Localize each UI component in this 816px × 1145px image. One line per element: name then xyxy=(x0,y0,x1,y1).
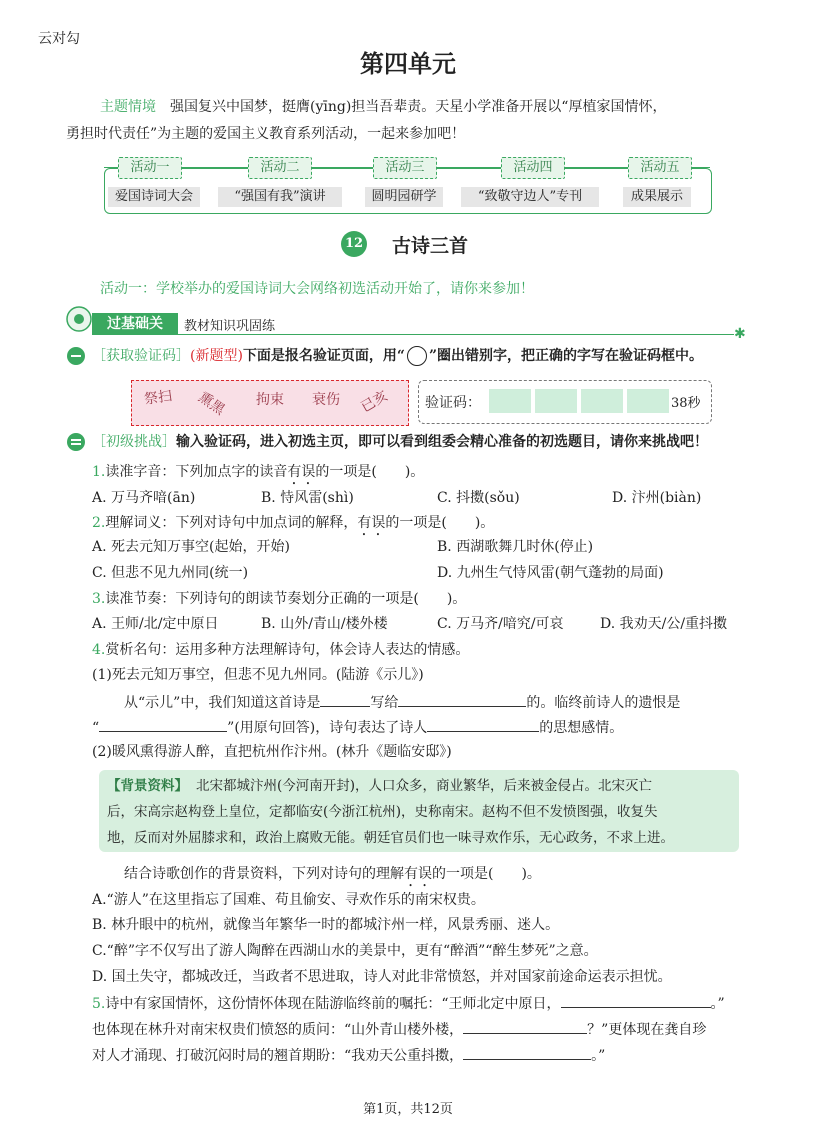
code-input-1[interactable] xyxy=(489,389,531,413)
task1-new-tag: (新题型) xyxy=(190,348,243,364)
code-input-4[interactable] xyxy=(627,389,669,413)
activity-tag-3: 活动三 xyxy=(373,157,437,179)
q2-option-d: D. 九州生气恃风雷(朝气蓬勃的局面) xyxy=(437,565,664,581)
bg-text-1: 北宋都城汴州(今河南开封)，人口众多，商业繁华，后来被金侵占。北宋灭亡 xyxy=(196,778,653,794)
q4-part2-heading: (2)暖风熏得游人醉，直把杭州作汴州。(林升《题临安邸》) xyxy=(92,744,452,760)
q1-stem-dot: 有误 xyxy=(287,464,316,480)
q4-option-a: A.“游人”在这里指忘了国难、苟且偷安、寻欢作乐的南宋权贵。 xyxy=(92,892,485,908)
q5-line-1 xyxy=(92,993,725,1014)
minus-circle-icon xyxy=(66,346,86,366)
theme-label: 主题情境 xyxy=(100,99,156,115)
lesson-title: 古诗三首 xyxy=(392,235,469,257)
q5-line-2 xyxy=(92,1019,706,1040)
circle-symbol-icon xyxy=(407,346,427,366)
q4-p2-stem-b: 的一项是( )。 xyxy=(432,866,541,882)
q4-part1-line2 xyxy=(92,717,623,738)
q4-option-b: B. 林升眼中的杭州，就像当年繁华一时的都城汴州一样，风景秀丽、迷人。 xyxy=(92,917,560,933)
q2-stem-b: 的一项是( )。 xyxy=(385,515,495,531)
q1-num: 1. xyxy=(92,464,106,480)
captcha-word-1: 祭扫 xyxy=(143,388,174,408)
code-label: 验证码： xyxy=(425,395,481,411)
q5-l1-b: 。” xyxy=(710,996,725,1012)
q4-p2-stem-a: 结合诗歌创作的背景资料，下列对诗句的理解 xyxy=(124,866,404,882)
q4-p1-l2-c: 的思想感情。 xyxy=(539,720,624,736)
captcha-word-2: 熏黑 xyxy=(195,389,228,419)
captcha-word-3: 拘束 xyxy=(256,392,284,408)
code-input-3[interactable] xyxy=(581,389,623,413)
theme-text-1: 强国复兴中国梦，挺膺(yīng)担当吾辈责。天星小学准备开展以“厚植家国情怀， xyxy=(170,99,667,115)
page-number: 第1页，共12页 xyxy=(363,1102,453,1117)
activity-tag-1: 活动一 xyxy=(118,157,182,179)
bg-line-3: 地，反而对外屈膝求和，政治上腐败无能。朝廷官员们也一味寻欢作乐，无心政务，不求上进。 xyxy=(107,830,674,846)
q2-stem-a: 理解词义：下列对诗句中加点词的解释， xyxy=(105,515,358,531)
q1-stem-b: 的一项是( )。 xyxy=(315,464,425,480)
activity-tag-5: 活动五 xyxy=(628,157,692,179)
q1-option-b: B. 恃风雷(shì) xyxy=(261,490,354,506)
blank-q5-3[interactable] xyxy=(463,1045,591,1060)
theme-line-2: 勇担时代责任”为主题的爱国主义教育系列活动，一起来参加吧！ xyxy=(66,126,466,142)
task2-line xyxy=(92,432,708,452)
q4-p1-l1-c: 的。临终前诗人的遗恨是 xyxy=(526,695,681,711)
bg-label: 【背景资料】 xyxy=(107,778,188,794)
blank-regret[interactable] xyxy=(99,717,227,732)
q4-p1-l1-a: 从“示儿”中，我们知道这首诗是 xyxy=(124,695,321,711)
task1-line xyxy=(92,346,703,366)
captcha-word-4: 衰伤 xyxy=(312,392,340,408)
equals-circle-icon xyxy=(66,432,86,452)
q2-stem xyxy=(92,513,494,539)
bg-line-2: 后，宋高宗赵构登上皇位，定都临安(今浙江杭州)，史称南宋。赵构不但不发愤图强，收复失 xyxy=(107,804,658,820)
activity1-intro: 活动一：学校举办的爱国诗词大会网络初选活动开始了，请你来参加！ xyxy=(100,281,534,297)
captcha-image xyxy=(131,380,409,426)
q4-p1-l2-a: “ xyxy=(92,720,100,736)
q4-p1-l2-b: ”(用原句回答)，诗句表达了诗人 xyxy=(227,720,428,736)
blank-q5-1[interactable] xyxy=(561,993,711,1008)
q4-part1-line1 xyxy=(124,692,680,713)
q3-option-d: D. 我劝天/公/重抖擞 xyxy=(600,616,728,632)
background-box xyxy=(99,770,739,852)
captcha-word-5: 已亥 xyxy=(358,387,391,416)
blank-recipient[interactable] xyxy=(320,692,370,707)
task1-tag: ［获取验证码］ xyxy=(92,348,190,364)
q2-option-b: B. 西湖歌舞几时休(停止) xyxy=(437,539,594,555)
q3-option-a: A. 王师/北/定中原日 xyxy=(92,616,219,632)
blank-addressee[interactable] xyxy=(398,692,526,707)
q3-option-b: B. 山外/青山/楼外楼 xyxy=(261,616,388,632)
activity-name-1: 爱国诗词大会 xyxy=(108,187,200,207)
q4-part1-heading: (1)死去元知万事空，但悲不见九州同。(陆游《示儿》) xyxy=(92,667,424,683)
activity-name-3: 圆明园研学 xyxy=(365,187,443,207)
q1-option-d: D. 汴州(biàn) xyxy=(612,490,702,506)
q4-p1-l1-b: 写给 xyxy=(370,695,399,711)
lesson-number-badge: 12 xyxy=(341,231,367,257)
blank-q5-2[interactable] xyxy=(463,1019,587,1034)
section-banner-sub: 教材知识巩固练 xyxy=(184,319,276,334)
section-banner-label: 过基础关 xyxy=(92,313,178,335)
q4-part2-stem xyxy=(124,864,541,890)
code-input-2[interactable] xyxy=(535,389,577,413)
countdown-timer: 38秒 xyxy=(671,396,701,411)
q2-option-c: C. 但悲不见九州同(统一) xyxy=(92,565,249,581)
q4-p2-stem-dot: 有误 xyxy=(404,866,432,882)
activity-name-2: “强国有我”演讲 xyxy=(218,187,342,207)
theme-line-1 xyxy=(100,97,666,117)
activity-name-4: “致敬守边人”专刊 xyxy=(461,187,599,207)
q5-l2-a: 也体现在林升对南宋权贵们愤怒的质问：“山外青山楼外楼， xyxy=(92,1022,464,1038)
q4-option-c: C.“醉”字不仅写出了游人陶醉在西湖山水的美景中，更有“醉酒”“醉生梦死”之意。 xyxy=(92,943,598,959)
q2-num: 2. xyxy=(92,515,106,531)
verification-panel xyxy=(418,380,712,424)
q5-l3-a: 对人才涌现、打破沉闷时局的翘首期盼：“我劝天公重抖擞， xyxy=(92,1048,464,1064)
q1-stem-a: 读准字音：下列加点字的读音 xyxy=(105,464,288,480)
bg-line-1 xyxy=(107,776,652,796)
activity-name-5: 成果展示 xyxy=(623,187,691,207)
q3-option-c: C. 万马齐/喑究/可哀 xyxy=(437,616,564,632)
flower-icon xyxy=(64,304,94,334)
q3-stem-text: 读准节奏：下列诗句的朗读节奏划分正确的一项是( )。 xyxy=(105,591,467,607)
q5-l2-b: ？”更体现在龚自珍 xyxy=(587,1022,707,1038)
task2-tag: ［初级挑战］ xyxy=(92,434,176,450)
brand-label: 云对勾 xyxy=(38,31,80,47)
q5-line-3 xyxy=(92,1045,605,1066)
q5-num: 5. xyxy=(92,996,106,1012)
unit-title: 第四单元 xyxy=(360,49,456,78)
q1-option-c: C. 抖擞(sǒu) xyxy=(437,490,520,506)
q4-num: 4. xyxy=(92,642,106,658)
q2-option-a: A. 死去元知万事空(起始，开始) xyxy=(92,539,290,555)
q4-stem xyxy=(92,640,469,660)
q3-num: 3. xyxy=(92,591,106,607)
activity-tag-2: 活动二 xyxy=(248,157,312,179)
activity-tag-4: 活动四 xyxy=(501,157,565,179)
q1-option-a: A. 万马齐喑(ān) xyxy=(92,490,196,506)
q5-l1-a: 诗中有家国情怀，这份情怀体现在陆游临终前的嘱托：“王师北定中原日， xyxy=(105,996,561,1012)
q5-l3-b: 。” xyxy=(591,1048,606,1064)
q2-stem-dot: 有误 xyxy=(357,515,386,531)
task1-text-b: ”圈出错别字，把正确的字写在验证码框中。 xyxy=(429,348,704,364)
task2-text: 输入验证码，进入初选主页，即可以看到组委会精心准备的初选题目，请你来挑战吧！ xyxy=(176,434,708,450)
q1-stem xyxy=(92,462,424,488)
q3-stem xyxy=(92,589,466,609)
task1-text-a: 下面是报名验证页面，用“ xyxy=(242,348,405,364)
star-icon: ✱ xyxy=(734,326,746,342)
blank-feeling[interactable] xyxy=(427,717,539,732)
q4-stem-text: 赏析名句：运用多种方法理解诗句，体会诗人表达的情感。 xyxy=(105,642,470,658)
q4-option-d: D. 国土失守，都城改迁，当政者不思进取，诗人对此非常愤怒，并对国家前途命运表示担忧。 xyxy=(92,969,672,985)
